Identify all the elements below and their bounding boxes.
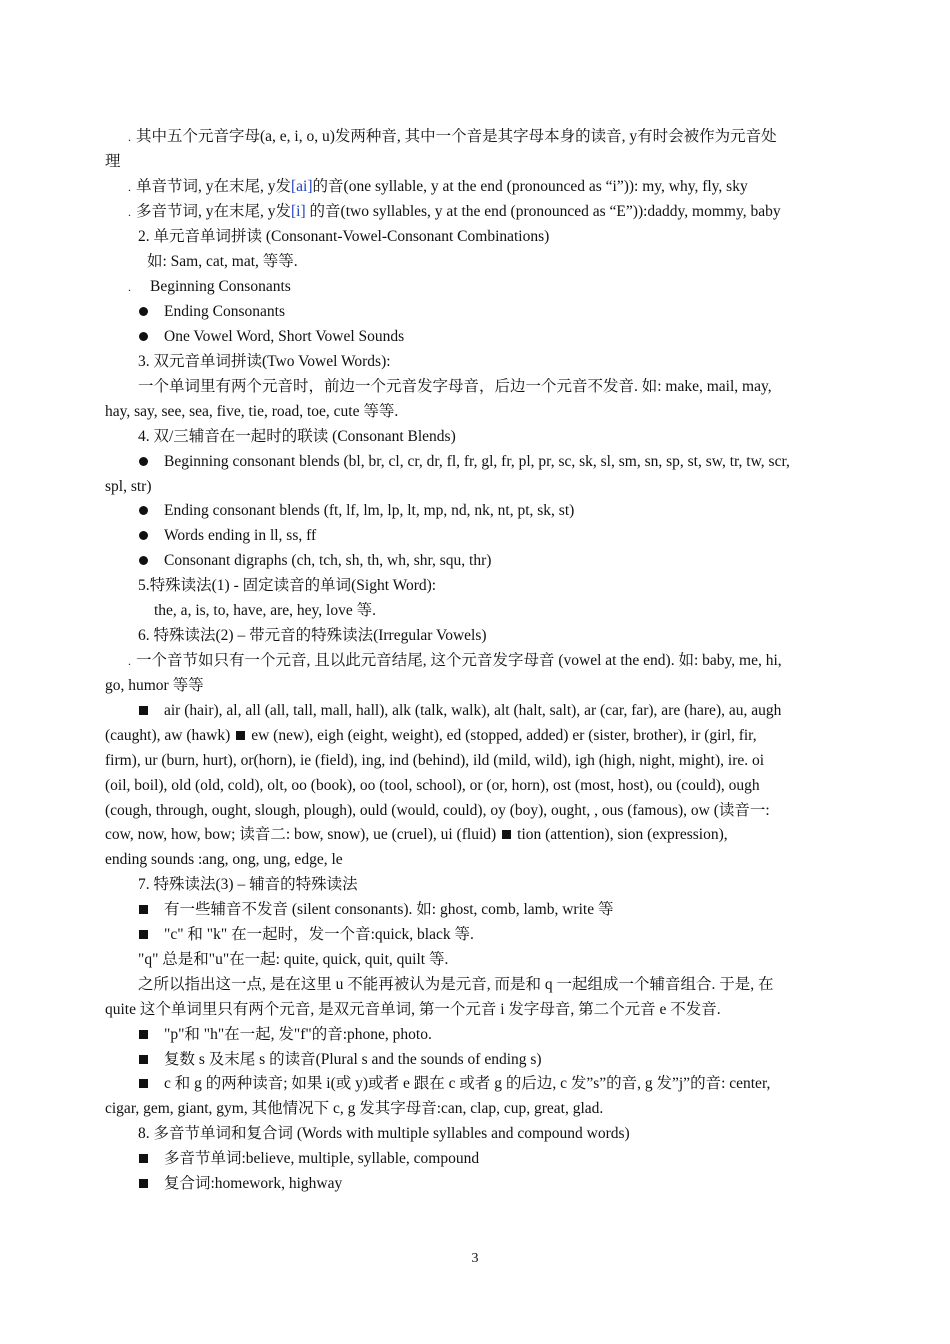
- list-item-cont: (oil, boil), old (old, cold), olt, oo (book), oo (tool, school), or (or, horn), ost (most, host), ou (could), ough: [105, 777, 760, 794]
- list-item: "c" 和 "k" 在一起时，发一个音:quick, black 等.: [139, 922, 474, 947]
- list-item: air (hair), al, all (all, tall, mall, hall), alk (talk, walk), alt (halt, salt), ar (car, far), are (hare), au, augh: [139, 698, 781, 723]
- square-bullet-icon: [139, 1079, 148, 1088]
- list-item: c 和 g 的两种读音; 如果 i(或 y)或者 e 跟在 c 或者 g 的后边, c 发”s”的音, g 发”j”的音: center,: [139, 1071, 770, 1096]
- section-7-text-cont: quite 这个单词里只有两个元音, 是双元音单词, 第一个元音 i 发字母音, 第二个元音 e 不发音.: [105, 1001, 721, 1018]
- list-item: Words ending in ll, ss, ff: [139, 523, 316, 548]
- list-item-cont: (caught), aw (hawk) ew (new), eigh (eight, weight), ed (stopped, added) er (sister, brother), ir (girl, fir,: [105, 727, 757, 744]
- list-item: Ending Consonants: [139, 299, 285, 324]
- square-bullet-icon: [139, 1154, 148, 1163]
- list-item: . Beginning Consonants: [128, 274, 291, 300]
- section-5-heading: 5.特殊读法(1) - 固定读音的单词(Sight Word):: [138, 577, 437, 594]
- phonetic-ai: [ai]: [291, 178, 313, 195]
- list-item: "p"和 "h"在一起, 发"f"的音:phone, photo.: [139, 1022, 432, 1047]
- section-4-heading: 4. 双/三辅音在一起时的联读 (Consonant Blends): [138, 428, 456, 445]
- bullet-mark: .: [128, 654, 131, 668]
- list-item: One Vowel Word, Short Vowel Sounds: [139, 324, 404, 349]
- section-3-heading: 3. 双元音单词拼读(Two Vowel Words):: [138, 353, 391, 370]
- bullet-icon: [139, 457, 148, 466]
- square-bullet-icon: [502, 830, 511, 839]
- phonetic-i: [i]: [291, 203, 306, 220]
- list-item: Beginning consonant blends (bl, br, cl, cr, dr, fl, fr, gl, fr, pl, pr, sc, sk, sl, sm, sn, sp, st, sw, tr, tw, scr,: [139, 449, 790, 474]
- section-3-text-cont: hay, say, see, sea, five, tie, road, toe, cute 等等.: [105, 403, 399, 420]
- page-number: 3: [471, 1251, 479, 1266]
- list-item: Consonant digraphs (ch, tch, sh, th, wh, shr, squ, thr): [139, 548, 491, 573]
- section-7-text: "q" 总是和"u"在一起: quite, quick, quit, quilt 等.: [138, 951, 449, 968]
- square-bullet-icon: [139, 1055, 148, 1064]
- bullet-mark: .: [128, 180, 131, 194]
- section-6-text-cont: go, humor 等等: [105, 677, 204, 694]
- list-item-cont: cigar, gem, giant, gym, 其他情况下 c, g 发其字母音:can, clap, cup, great, glad.: [105, 1100, 604, 1117]
- square-bullet-icon: [139, 1179, 148, 1188]
- vowel-intro-line-cont: 理: [105, 153, 121, 170]
- bullet-icon: [139, 307, 148, 316]
- bullet-icon: [139, 531, 148, 540]
- section-5-text: the, a, is, to, have, are, hey, love 等.: [154, 602, 376, 619]
- section-6-heading: 6. 特殊读法(2) – 带元音的特殊读法(Irregular Vowels): [138, 627, 487, 644]
- list-item-cont: ending sounds :ang, ong, ung, edge, le: [105, 851, 343, 868]
- list-item: 复合词:homework, highway: [139, 1171, 342, 1196]
- section-7-heading: 7. 特殊读法(3) – 辅音的特殊读法: [138, 876, 358, 893]
- square-bullet-icon: [139, 930, 148, 939]
- section-6-text: . 一个音节如只有一个元音, 且以此元音结尾, 这个元音发字母音 (vowel at the end). 如: baby, me, hi,: [128, 648, 782, 674]
- bullet-mark: .: [128, 130, 131, 144]
- square-bullet-icon: [139, 905, 148, 914]
- bullet-icon: [139, 556, 148, 565]
- bullet-icon: [139, 332, 148, 341]
- section-3-text: 一个单词里有两个元音时，前边一个元音发字母音，后边一个元音不发音. 如: make, mail, may,: [138, 378, 772, 395]
- single-syllable-y-line: . 单音节词, y在末尾, y发[ai]的音(one syllable, y at the end (pronounced as “i”)): my, why, fly, sky: [128, 174, 748, 200]
- vowel-intro-line: . 其中五个元音字母(a, e, i, o, u)发两种音, 其中一个音是其字母本身的读音, y有时会被作为元音处: [128, 124, 777, 150]
- list-item: 复数 s 及末尾 s 的读音(Plural s and the sounds of ending s): [139, 1047, 542, 1072]
- section-2-heading: 2. 单元音单词拼读 (Consonant-Vowel-Consonant Combinations): [138, 228, 550, 245]
- section-2-example: 如: Sam, cat, mat, 等等.: [147, 253, 298, 270]
- multi-syllable-y-line: . 多音节词, y在末尾, y发[i] 的音(two syllables, y at the end (pronounced as “E”)):daddy, mommy, baby: [128, 199, 781, 225]
- list-item-cont: cow, now, how, bow; 读音二: bow, snow), ue (cruel), ui (fluid) tion (attention), sion (expression),: [105, 826, 728, 843]
- bullet-icon: [139, 506, 148, 515]
- square-bullet-icon: [139, 706, 148, 715]
- list-item-cont: spl, str): [105, 478, 152, 495]
- square-bullet-icon: [139, 1030, 148, 1039]
- section-7-text: 之所以指出这一点, 是在这里 u 不能再被认为是元音, 而是和 q 一起组成一个辅音组合. 于是, 在: [138, 976, 774, 993]
- list-item: 多音节单词:believe, multiple, syllable, compound: [139, 1146, 479, 1171]
- bullet-mark: .: [128, 205, 131, 219]
- bullet-mark: .: [128, 280, 131, 294]
- list-item: 有一些辅音不发音 (silent consonants). 如: ghost, comb, lamb, write 等: [139, 897, 613, 922]
- list-item-cont: firm), ur (burn, hurt), or(horn), ie (field), ing, ind (behind), ild (mild, wild), igh (high, night, might), ire. oi: [105, 752, 765, 769]
- square-bullet-icon: [236, 731, 245, 740]
- section-8-heading: 8. 多音节单词和复合词 (Words with multiple syllables and compound words): [138, 1125, 630, 1142]
- list-item-cont: (cough, through, ought, slough, plough), ould (would, could), oy (boy), ought, , ous (famous), ow (读音一:: [105, 802, 770, 819]
- list-item: Ending consonant blends (ft, lf, lm, lp, lt, mp, nd, nk, nt, pt, sk, st): [139, 498, 574, 523]
